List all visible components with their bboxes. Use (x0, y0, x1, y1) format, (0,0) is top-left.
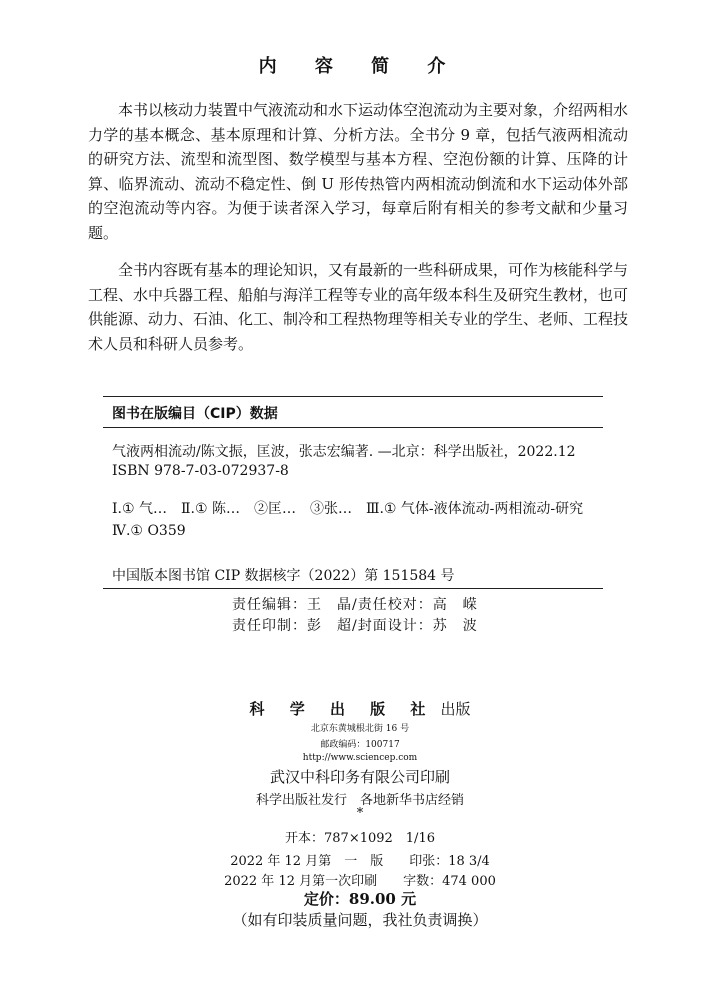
cip-classification: Ⅰ.① 气… Ⅱ.① 陈… ②匡… ③张… Ⅲ.① 气体-液体流动-两相流动-研究 Ⅳ.① O359 (112, 501, 598, 539)
intro-paragraph-1: 本书以核动力装置中气液流动和水下运动体空泡流动为主要对象，介绍两相水力学的基本概念、基本原理和计算、分析方法。全书分 9 章，包括气液两相流动的研究方法、流型和流型图、数学模型与基本方程、空泡份额的计算、压降的计算、临界流动、流动不稳定性、倒 U 形传热管内两相流动倒流和水下运动体外部的空泡流动等内容。为便于读者深入学习，每章后附有相关的参考文献和少量习题。 (88, 101, 629, 242)
staff-print-design: 责任印制：彭 超/封面设计：苏 波 (232, 618, 478, 634)
publisher-line (0, 698, 720, 719)
cip-top-rule (103, 396, 603, 397)
publisher-suffix: 出版 (440, 700, 471, 718)
separator-star: * (356, 806, 364, 821)
cip-header-rule (103, 427, 603, 428)
printer: 武汉中科印务有限公司印刷 (269, 768, 450, 786)
printing-info: 2022 年 12 月第一次印刷 字数：474 000 (224, 874, 496, 889)
publisher-address: 北京东黄城根北街 16 号 (310, 724, 410, 734)
cip-catalog-line: 气液两相流动/陈文振，匡波，张志宏编著. —北京：科学出版社，2022.12 (112, 444, 576, 460)
publisher-postcode: 邮政编码：100717 (320, 740, 400, 750)
edition-info: 2022 年 12 月第 一 版 印张：18 3/4 (230, 854, 490, 869)
page-title: 内 容 简 介 (258, 56, 462, 77)
quality-note: （如有印装质量问题，我社负责调换） (232, 911, 488, 929)
cip-heading: 图书在版编目（CIP）数据 (112, 406, 278, 422)
intro-paragraph-2: 全书内容既有基本的理论知识，又有最新的一些科研成果，可作为核能科学与工程、水中兵器工程、船舶与海洋工程等专业的高年级本科生及研究生教材，也可供能源、动力、石油、化工、制冷和工程热物理等相关专业的学生、老师、工程技术人员和科研人员参考。 (88, 261, 629, 353)
book-format: 开本：787×1092 1/16 (285, 831, 435, 846)
cip-isbn: ISBN 978-7-03-072937-8 (112, 463, 289, 479)
publisher-logo: 科 学 出 版 社 (249, 700, 436, 718)
staff-editors: 责任编辑：王 晶/责任校对：高 嵘 (232, 597, 478, 613)
distribution: 科学出版社发行 各地新华书店经销 (255, 793, 464, 808)
publisher-url: http://www.sciencep.com (302, 753, 418, 763)
cip-library-number: 中国版本图书馆 CIP 数据核字（2022）第 151584 号 (112, 568, 455, 584)
cip-bottom-rule (103, 588, 603, 589)
price: 定价：89.00 元 (303, 890, 417, 908)
